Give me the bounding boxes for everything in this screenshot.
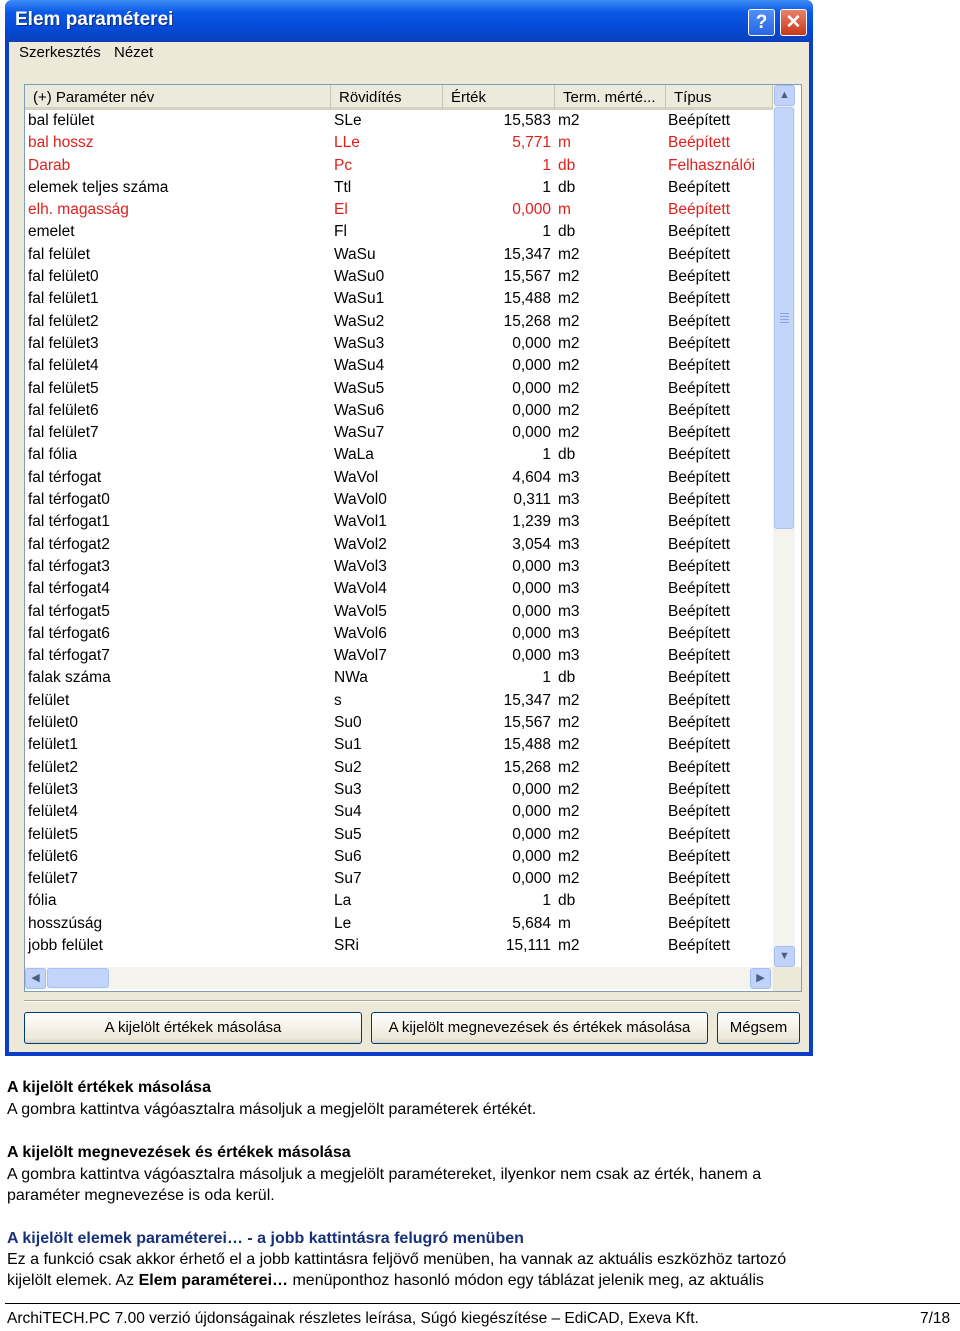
cell-unit: m bbox=[558, 134, 571, 152]
cell-name: fal térfogat2 bbox=[28, 535, 110, 553]
cell-type: Beépített bbox=[668, 290, 731, 308]
cell-value: 15,347 bbox=[503, 245, 551, 263]
cell-value: 15,111 bbox=[505, 936, 551, 954]
cell-value: 0,000 bbox=[512, 580, 551, 598]
cell-name: fal térfogat7 bbox=[28, 647, 110, 665]
table-row[interactable] bbox=[25, 445, 773, 467]
cell-name: felület2 bbox=[28, 758, 78, 776]
cell-abbr: WaSu7 bbox=[334, 424, 385, 442]
cell-value: 0,000 bbox=[512, 602, 551, 620]
heading-selected-elements: A kijelölt elemek paraméterei… - a jobb kattintásra felugró menüben bbox=[7, 1230, 524, 1247]
cell-value: 15,488 bbox=[503, 736, 551, 754]
table-row[interactable] bbox=[25, 468, 773, 490]
cell-unit: m2 bbox=[558, 112, 580, 129]
column-header-type[interactable]: Típus bbox=[666, 85, 773, 110]
cell-name: fólia bbox=[28, 892, 57, 910]
cell-type: Beépített bbox=[668, 892, 731, 910]
cell-unit: m3 bbox=[558, 647, 580, 665]
table-row[interactable] bbox=[25, 512, 773, 534]
table-row[interactable] bbox=[25, 758, 773, 780]
parameters-list[interactable] bbox=[24, 84, 802, 992]
copy-values-button[interactable]: A kijelölt értékek másolása bbox=[24, 1012, 362, 1044]
cell-name: hosszúság bbox=[28, 914, 103, 932]
table-row[interactable] bbox=[25, 825, 773, 847]
cell-name: fal felület6 bbox=[28, 401, 99, 419]
table-row[interactable] bbox=[25, 156, 773, 178]
cell-abbr: Ttl bbox=[334, 178, 352, 196]
footer-rule bbox=[5, 1303, 960, 1304]
cell-value: 0,000 bbox=[512, 379, 551, 397]
cell-type: Beépített bbox=[668, 178, 731, 196]
cell-type: Beépített bbox=[668, 669, 731, 687]
cell-abbr: WaSu3 bbox=[334, 334, 385, 352]
table-row[interactable] bbox=[25, 379, 773, 401]
cell-type: Beépített bbox=[668, 513, 731, 531]
table-row[interactable] bbox=[25, 713, 773, 735]
cell-name: felület4 bbox=[28, 803, 78, 821]
paragraph-copy-names-values-2: paraméter megnevezése is oda kerül. bbox=[7, 1187, 275, 1204]
cell-abbr: WaVol1 bbox=[334, 513, 387, 531]
scroll-down-icon[interactable]: ▼ bbox=[774, 946, 795, 967]
cell-name: jobb felület bbox=[28, 936, 103, 954]
cell-value: 1 bbox=[542, 223, 551, 241]
divider bbox=[24, 1000, 800, 1002]
cell-value: 0,000 bbox=[512, 624, 551, 642]
cell-abbr: WaSu5 bbox=[334, 379, 385, 397]
close-button[interactable]: ✕ bbox=[780, 9, 807, 36]
cell-value: 15,268 bbox=[503, 312, 551, 330]
cell-value: 15,488 bbox=[503, 290, 551, 308]
cell-name: fal felület4 bbox=[28, 357, 99, 375]
cell-type: Beépített bbox=[668, 112, 731, 129]
cell-type: Beépített bbox=[668, 334, 731, 352]
cell-type: Beépített bbox=[668, 401, 731, 419]
paragraph-copy-names-values-1: A gombra kattintva vágóasztalra másoljuk a megjelölt paramétereket, ilyenkor nem csak az érték, hanem a bbox=[7, 1166, 762, 1183]
cell-unit: m3 bbox=[558, 513, 580, 531]
table-row[interactable] bbox=[25, 646, 773, 668]
cell-unit: m2 bbox=[558, 379, 580, 397]
cell-unit: db bbox=[558, 223, 576, 241]
cell-type: Beépített bbox=[668, 424, 731, 442]
vertical-scroll-thumb[interactable] bbox=[774, 107, 794, 529]
scroll-left-icon[interactable]: ◀ bbox=[25, 968, 46, 989]
cell-abbr: WaSu2 bbox=[334, 312, 385, 330]
table-row[interactable] bbox=[25, 133, 773, 155]
table-row[interactable] bbox=[25, 914, 773, 936]
cell-abbr: Su6 bbox=[334, 847, 362, 865]
dialog-title: Elem paraméterei bbox=[15, 9, 174, 30]
cell-abbr: WaVol6 bbox=[334, 624, 387, 642]
dialog-client-area bbox=[9, 42, 809, 1052]
cell-value: 3,054 bbox=[512, 535, 551, 553]
page-number: 7/18 bbox=[920, 1310, 951, 1327]
column-header-name[interactable]: (+) Paraméter név bbox=[25, 85, 331, 110]
heading-copy-values: A kijelölt értékek másolása bbox=[7, 1079, 211, 1096]
menu-bar bbox=[9, 42, 809, 66]
cell-value: 0,000 bbox=[512, 803, 551, 821]
cell-value: 15,268 bbox=[503, 758, 551, 776]
cell-unit: m2 bbox=[558, 357, 580, 375]
cell-type: Beépített bbox=[668, 245, 731, 263]
cell-name: fal térfogat4 bbox=[28, 580, 110, 598]
cell-name: bal felület bbox=[28, 112, 95, 129]
cell-value: 1 bbox=[542, 892, 551, 910]
cell-abbr: Pc bbox=[334, 156, 353, 174]
cell-type: Beépített bbox=[668, 535, 731, 553]
cell-unit: m2 bbox=[558, 424, 580, 442]
table-row[interactable] bbox=[25, 847, 773, 869]
cell-abbr: s bbox=[334, 691, 342, 709]
cell-abbr: Su5 bbox=[334, 825, 362, 843]
cell-name: fal térfogat3 bbox=[28, 557, 110, 575]
table-row[interactable] bbox=[25, 401, 773, 423]
cell-name: felület3 bbox=[28, 780, 78, 798]
cell-value: 0,000 bbox=[512, 557, 551, 575]
horizontal-scroll-thumb[interactable] bbox=[47, 968, 109, 988]
cell-abbr: Su1 bbox=[334, 736, 362, 754]
cell-abbr: WaLa bbox=[334, 446, 374, 464]
cell-type: Beépített bbox=[668, 357, 731, 375]
cell-name: Darab bbox=[28, 156, 71, 174]
table-row[interactable] bbox=[25, 334, 773, 356]
cell-name: fal felület1 bbox=[28, 290, 99, 308]
cell-type: Beépített bbox=[668, 758, 731, 776]
paragraph-selected-elements-1: Ez a funkció csak akkor érhető el a jobb kattintásra feljövő menüben, ha vannak az aktuális eszközhöz tartozó bbox=[7, 1251, 787, 1268]
parameters-dialog bbox=[5, 0, 813, 1056]
table-rows bbox=[25, 111, 773, 958]
menu-view[interactable]: Nézet bbox=[114, 44, 154, 61]
cell-name: fal térfogat5 bbox=[28, 602, 110, 620]
table-row[interactable] bbox=[25, 624, 773, 646]
cell-abbr: NWa bbox=[334, 669, 368, 687]
cell-value: 0,000 bbox=[512, 847, 551, 865]
table-row[interactable] bbox=[25, 869, 773, 891]
cell-name: fal felület5 bbox=[28, 379, 99, 397]
cell-abbr: WaSu1 bbox=[334, 290, 385, 308]
cell-unit: m2 bbox=[558, 736, 580, 754]
column-headers bbox=[25, 85, 773, 110]
cell-unit: db bbox=[558, 892, 576, 910]
table-row[interactable] bbox=[25, 178, 773, 200]
cell-value: 4,604 bbox=[512, 468, 551, 486]
cell-name: fal felület2 bbox=[28, 312, 99, 330]
paragraph-selected-elements-2: kijelölt elemek. Az Elem paraméterei… menüponthoz hasonló módon egy táblázat jelenik meg, az aktuális bbox=[7, 1272, 764, 1289]
cell-abbr: WaVol7 bbox=[334, 647, 387, 665]
cell-name: felület7 bbox=[28, 870, 78, 888]
cell-type: Beépített bbox=[668, 914, 731, 932]
table-row[interactable] bbox=[25, 602, 773, 624]
heading-copy-names-values: A kijelölt megnevezések és értékek másolása bbox=[7, 1144, 351, 1161]
cell-unit: m2 bbox=[558, 780, 580, 798]
cell-value: 0,000 bbox=[512, 201, 551, 219]
cell-type: Beépített bbox=[668, 557, 731, 575]
cell-unit: m2 bbox=[558, 870, 580, 888]
cell-value: 15,567 bbox=[503, 714, 551, 732]
cell-unit: m2 bbox=[558, 936, 580, 954]
table-row[interactable] bbox=[25, 312, 773, 334]
table-row[interactable] bbox=[25, 802, 773, 824]
cell-value: 1,239 bbox=[512, 513, 551, 531]
cell-type: Beépített bbox=[668, 780, 731, 798]
cell-abbr: El bbox=[334, 201, 348, 219]
cell-abbr: WaSu4 bbox=[334, 357, 385, 375]
table-row[interactable] bbox=[25, 668, 773, 690]
cell-abbr: WaVol3 bbox=[334, 557, 387, 575]
cell-value: 5,684 bbox=[512, 914, 551, 932]
cell-unit: m2 bbox=[558, 334, 580, 352]
cell-type: Beépített bbox=[668, 825, 731, 843]
cell-unit: m2 bbox=[558, 312, 580, 330]
cell-name: elh. magasság bbox=[28, 201, 129, 219]
cell-abbr: SRi bbox=[334, 936, 359, 954]
cell-unit: m3 bbox=[558, 602, 580, 620]
cell-type: Beépített bbox=[668, 691, 731, 709]
cell-name: bal hossz bbox=[28, 134, 94, 152]
cell-unit: m3 bbox=[558, 624, 580, 642]
table-row[interactable] bbox=[25, 289, 773, 311]
cell-unit: m2 bbox=[558, 268, 580, 286]
cell-unit: m2 bbox=[558, 691, 580, 709]
cell-type: Beépített bbox=[668, 736, 731, 754]
cell-unit: m3 bbox=[558, 535, 580, 553]
cell-abbr: Le bbox=[334, 914, 352, 932]
cell-value: 1 bbox=[542, 156, 551, 174]
cell-name: felület1 bbox=[28, 736, 78, 754]
table-row[interactable] bbox=[25, 891, 773, 913]
cell-name: falak száma bbox=[28, 669, 111, 687]
cell-unit: m2 bbox=[558, 245, 580, 263]
cell-name: felület5 bbox=[28, 825, 78, 843]
cell-name: fal fólia bbox=[28, 446, 78, 464]
cell-type: Beépített bbox=[668, 624, 731, 642]
cell-abbr: WaVol2 bbox=[334, 535, 387, 553]
cell-type: Beépített bbox=[668, 803, 731, 821]
cell-value: 1 bbox=[542, 178, 551, 196]
cell-unit: db bbox=[558, 178, 576, 196]
cell-type: Beépített bbox=[668, 714, 731, 732]
table-row[interactable] bbox=[25, 735, 773, 757]
cell-name: felület bbox=[28, 691, 70, 709]
cell-name: fal felület7 bbox=[28, 424, 99, 442]
cell-abbr: WaVol5 bbox=[334, 602, 387, 620]
cell-unit: m bbox=[558, 914, 571, 932]
cell-name: felület6 bbox=[28, 847, 78, 865]
cell-abbr: Su3 bbox=[334, 780, 362, 798]
cell-unit: m2 bbox=[558, 825, 580, 843]
cell-type: Beépített bbox=[668, 491, 731, 509]
cell-unit: m3 bbox=[558, 580, 580, 598]
table-row[interactable] bbox=[25, 356, 773, 378]
cell-abbr: WaVol0 bbox=[334, 491, 387, 509]
table-row[interactable] bbox=[25, 245, 773, 267]
cell-unit: m3 bbox=[558, 557, 580, 575]
cell-type: Beépített bbox=[668, 223, 731, 241]
cell-value: 0,000 bbox=[512, 334, 551, 352]
cell-value: 1 bbox=[542, 669, 551, 687]
cell-type: Beépített bbox=[668, 201, 731, 219]
vertical-scrollbar[interactable] bbox=[773, 85, 795, 967]
cell-value: 15,347 bbox=[503, 691, 551, 709]
help-button[interactable]: ? bbox=[748, 9, 775, 36]
scroll-corner bbox=[773, 967, 801, 991]
cell-value: 15,583 bbox=[503, 112, 551, 129]
cell-value: 0,000 bbox=[512, 424, 551, 442]
copy-names-values-button[interactable]: A kijelölt megnevezések és értékek másolása bbox=[371, 1012, 708, 1044]
cell-unit: db bbox=[558, 156, 576, 174]
cell-type: Beépített bbox=[668, 647, 731, 665]
cell-value: 1 bbox=[542, 446, 551, 464]
cell-name: fal felület bbox=[28, 245, 91, 263]
cell-unit: m2 bbox=[558, 847, 580, 865]
cell-abbr: LLe bbox=[334, 134, 360, 152]
cell-abbr: WaVol bbox=[334, 468, 379, 486]
cell-unit: db bbox=[558, 669, 576, 687]
table-row[interactable] bbox=[25, 111, 773, 133]
dialog-titlebar[interactable] bbox=[5, 0, 813, 42]
cell-type: Beépített bbox=[668, 847, 731, 865]
cell-type: Beépített bbox=[668, 134, 731, 152]
cell-name: fal térfogat bbox=[28, 468, 102, 486]
cell-abbr: WaVol4 bbox=[334, 580, 387, 598]
cell-value: 0,000 bbox=[512, 825, 551, 843]
cell-value: 0,000 bbox=[512, 401, 551, 419]
cell-abbr: WaSu bbox=[334, 245, 376, 263]
cell-value: 15,567 bbox=[503, 268, 551, 286]
table-row[interactable] bbox=[25, 200, 773, 222]
cell-value: 0,000 bbox=[512, 647, 551, 665]
scroll-right-icon[interactable]: ▶ bbox=[750, 968, 771, 989]
cell-type: Beépített bbox=[668, 379, 731, 397]
table-row[interactable] bbox=[25, 691, 773, 713]
cell-type: Beépített bbox=[668, 468, 731, 486]
column-header-unit[interactable]: Term. mérté... bbox=[555, 85, 666, 110]
column-header-abbr[interactable]: Rövidítés bbox=[331, 85, 443, 110]
cell-type: Beépített bbox=[668, 312, 731, 330]
table-row[interactable] bbox=[25, 936, 773, 958]
cell-abbr: WaSu6 bbox=[334, 401, 385, 419]
horizontal-scrollbar[interactable] bbox=[25, 967, 773, 989]
cell-type: Beépített bbox=[668, 936, 731, 954]
cell-abbr: La bbox=[334, 892, 352, 910]
cell-unit: m bbox=[558, 201, 571, 219]
cell-abbr: Fl bbox=[334, 223, 347, 241]
table-row[interactable] bbox=[25, 222, 773, 244]
cell-abbr: Su2 bbox=[334, 758, 362, 776]
cell-unit: m2 bbox=[558, 803, 580, 821]
cell-name: felület0 bbox=[28, 714, 78, 732]
table-row[interactable] bbox=[25, 557, 773, 579]
table-row[interactable] bbox=[25, 535, 773, 557]
cell-type: Beépített bbox=[668, 602, 731, 620]
scroll-up-icon[interactable]: ▲ bbox=[774, 85, 795, 106]
cell-unit: m2 bbox=[558, 401, 580, 419]
cell-abbr: Su7 bbox=[334, 870, 362, 888]
cell-abbr: Su0 bbox=[334, 714, 362, 732]
cell-value: 0,000 bbox=[512, 780, 551, 798]
cell-value: 0,000 bbox=[512, 870, 551, 888]
cell-name: fal felület0 bbox=[28, 268, 99, 286]
column-header-value[interactable]: Érték bbox=[443, 85, 555, 110]
cell-unit: m2 bbox=[558, 758, 580, 776]
paragraph-copy-values: A gombra kattintva vágóasztalra másoljuk a megjelölt paraméterek értékét. bbox=[7, 1101, 537, 1118]
table-row[interactable] bbox=[25, 267, 773, 289]
cell-name: elemek teljes száma bbox=[28, 178, 169, 196]
cell-unit: m2 bbox=[558, 290, 580, 308]
table-row[interactable] bbox=[25, 780, 773, 802]
cell-name: fal térfogat0 bbox=[28, 491, 110, 509]
table-row[interactable] bbox=[25, 579, 773, 601]
cell-type: Felhasználói bbox=[668, 156, 756, 174]
cell-value: 5,771 bbox=[512, 134, 551, 152]
cell-type: Beépített bbox=[668, 446, 731, 464]
table-row[interactable] bbox=[25, 490, 773, 512]
cell-name: fal térfogat6 bbox=[28, 624, 110, 642]
cell-name: fal térfogat1 bbox=[28, 513, 110, 531]
cell-abbr: SLe bbox=[334, 112, 362, 129]
cancel-button[interactable]: Mégsem bbox=[717, 1012, 800, 1044]
cell-value: 0,311 bbox=[513, 491, 551, 509]
cell-unit: db bbox=[558, 446, 576, 464]
cell-type: Beépített bbox=[668, 580, 731, 598]
cell-unit: m2 bbox=[558, 714, 580, 732]
cell-unit: m3 bbox=[558, 491, 580, 509]
cell-value: 0,000 bbox=[512, 357, 551, 375]
menu-edit[interactable]: Szerkesztés bbox=[19, 44, 101, 61]
cell-unit: m3 bbox=[558, 468, 580, 486]
cell-abbr: WaSu0 bbox=[334, 268, 385, 286]
cell-abbr: Su4 bbox=[334, 803, 362, 821]
cell-type: Beépített bbox=[668, 268, 731, 286]
table-row[interactable] bbox=[25, 423, 773, 445]
cell-name: emelet bbox=[28, 223, 75, 241]
cell-name: fal felület3 bbox=[28, 334, 99, 352]
footer-text: ArchiTECH.PC 7.00 verzió újdonságainak részletes leírása, Súgó kiegészítése – EdiCAD, Exeva Kft. bbox=[7, 1310, 699, 1327]
cell-type: Beépített bbox=[668, 870, 731, 888]
